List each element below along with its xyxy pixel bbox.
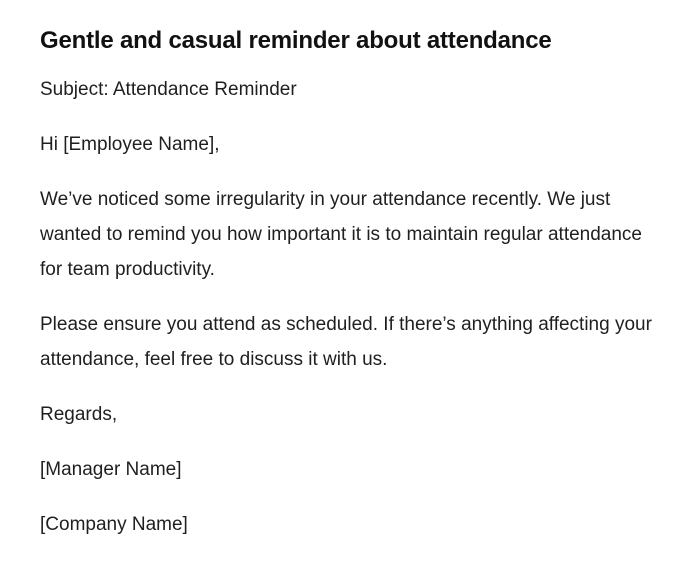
- letter-document: [40, 24, 660, 562]
- document-title: Gentle and casual reminder about attendance: [40, 27, 552, 54]
- body-paragraph-1: We’ve noticed some irregularity in your attendance recently. We just wanted to remind you how important it is to maintain regular attendance for team productivity.: [40, 189, 642, 280]
- signature-name: [Manager Name]: [40, 459, 182, 480]
- signature-company: [Company Name]: [40, 514, 188, 535]
- subject-line: Subject: Attendance Reminder: [40, 79, 297, 100]
- body-paragraph-2: Please ensure you attend as scheduled. If there’s anything affecting your attendance, feel free to discuss it with us.: [40, 314, 652, 370]
- closing: Regards,: [40, 404, 118, 425]
- greeting: Hi [Employee Name],: [40, 134, 220, 155]
